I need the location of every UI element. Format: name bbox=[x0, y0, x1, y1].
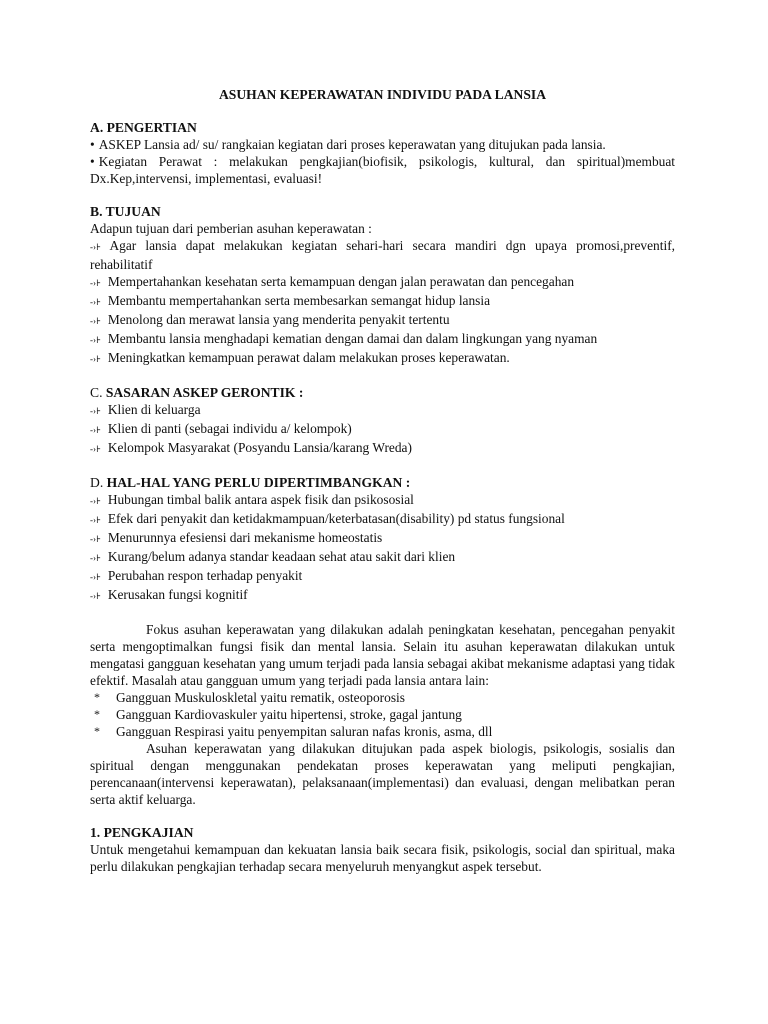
section-sasaran bbox=[90, 384, 675, 458]
bullet-icon: • bbox=[90, 154, 95, 169]
list-item: -›⊦ Agar lansia dapat melakukan kegiatan sehari-hari secara mandiri dgn upaya promosi,preventif, rehabilitatif bbox=[90, 238, 676, 272]
arrow-bullet-icon: -›⊦ bbox=[90, 354, 102, 364]
arrow-bullet-icon: -›⊦ bbox=[90, 242, 102, 252]
list-item: -›⊦ Klien di keluarga bbox=[90, 402, 201, 417]
star-bullet-icon: * bbox=[94, 690, 100, 704]
list-item: -›⊦ Menolong dan merawat lansia yang menderita penyakit tertentu bbox=[90, 312, 450, 327]
star-bullet-icon: * bbox=[94, 707, 100, 721]
body-paragraph: Untuk mengetahui kemampuan dan kekuatan lansia baik secara fisik, psikologis, social dan spiritual, maka perlu dilakukan pengkajian terhadap secara menyeluruh menyangkut aspek tersebut. bbox=[90, 842, 675, 874]
arrow-bullet-icon: -›⊦ bbox=[90, 406, 102, 416]
list-item: -›⊦ Membantu lansia menghadapi kematian dengan damai dan dalam lingkungan yang nyaman bbox=[90, 331, 598, 346]
body-paragraph: Fokus asuhan keperawatan yang dilakukan adalah peningkatan kesehatan, pencegahan penyakit serta mengoptimalkan fungsi fisik dan mental lansia. Selain itu asuhan keperawatan dilakukan untuk mengatasi gangguan kesehatan yang umum terjadi pada lansia sebagai akibat mekanisme adaptasi yang tidak efektif. Masalah atau gangguan umum yang terjadi pada lansia antara lain: bbox=[90, 622, 675, 688]
section-fokus bbox=[90, 621, 675, 808]
arrow-bullet-icon: -›⊦ bbox=[90, 444, 102, 454]
section-heading: A. PENGERTIAN bbox=[90, 120, 197, 135]
list-item: -›⊦ Perubahan respon terhadap penyakit bbox=[90, 568, 303, 583]
list-item: -›⊦ Meningkatkan kemampuan perawat dalam melakukan proses keperawatan. bbox=[90, 350, 510, 365]
arrow-bullet-icon: -›⊦ bbox=[90, 515, 102, 525]
list-item: * Gangguan Kardiovaskuler yaitu hipertensi, stroke, gagal jantung bbox=[90, 706, 675, 723]
arrow-bullet-icon: -›⊦ bbox=[90, 534, 102, 544]
list-item: -›⊦ Kelompok Masyarakat (Posyandu Lansia/karang Wreda) bbox=[90, 440, 412, 455]
list-item: * Gangguan Muskuloskletal yaitu rematik, osteoporosis bbox=[90, 689, 675, 706]
list-item: -›⊦ Efek dari penyakit dan ketidakmampuan/keterbatasan(disability) pd status fungsional bbox=[90, 511, 565, 526]
list-item: -›⊦ Membantu mempertahankan serta membesarkan semangat hidup lansia bbox=[90, 293, 491, 308]
section-heading: 1. PENGKAJIAN bbox=[90, 825, 194, 840]
arrow-bullet-icon: -›⊦ bbox=[90, 572, 102, 582]
arrow-bullet-icon: -›⊦ bbox=[90, 496, 102, 506]
section-intro: Adapun tujuan dari pemberian asuhan keperawatan : bbox=[90, 221, 372, 236]
arrow-bullet-icon: -›⊦ bbox=[90, 297, 102, 307]
section-pengkajian bbox=[90, 824, 675, 875]
document-title: ASUHAN KEPERAWATAN INDIVIDU PADA LANSIA bbox=[218, 87, 547, 102]
arrow-bullet-icon: -›⊦ bbox=[90, 425, 102, 435]
list-item: -›⊦ Hubungan timbal balik antara aspek fisik dan psikososial bbox=[90, 492, 414, 507]
document-page bbox=[90, 86, 675, 891]
body-paragraph: Asuhan keperawatan yang dilakukan ditujukan pada aspek biologis, psikologis, sosialis dan spiritual dengan menggunakan pendekatan proses keperawatan yang meliputi pengkajian, perencanaan(intervensi keperawatan), pelaksanaan(implementasi) dan evaluasi, dengan melibatkan peran serta aktif keluarga. bbox=[90, 741, 675, 807]
section-heading: D. HAL-HAL YANG PERLU DIPERTIMBANGKAN : bbox=[90, 475, 411, 490]
list-item: -›⊦ Mempertahankan kesehatan serta kemampuan dengan jalan perawatan dan pencegahan bbox=[90, 274, 575, 289]
bullet-icon: • bbox=[90, 137, 95, 152]
arrow-bullet-icon: -›⊦ bbox=[90, 278, 102, 288]
list-item: • Kegiatan Perawat : melakukan pengkajian(biofisik, psikologis, kultural, dan spiritual)membuat Dx.Kep,intervensi, implementasi, evaluasi! bbox=[90, 154, 675, 186]
arrow-bullet-icon: -›⊦ bbox=[90, 316, 102, 326]
arrow-bullet-icon: -›⊦ bbox=[90, 591, 102, 601]
list-item: -›⊦ Klien di panti (sebagai individu a/ kelompok) bbox=[90, 421, 352, 436]
section-hal-hal bbox=[90, 474, 675, 605]
section-heading: B. TUJUAN bbox=[90, 204, 161, 219]
arrow-bullet-icon: -›⊦ bbox=[90, 553, 102, 563]
section-tujuan bbox=[90, 203, 675, 368]
section-heading: C. SASARAN ASKEP GERONTIK : bbox=[90, 385, 304, 400]
list-item: • ASKEP Lansia ad/ su/ rangkaian kegiatan dari proses keperawatan yang ditujukan pada lansia. bbox=[90, 137, 606, 152]
list-item: -›⊦ Menurunnya efesiensi dari mekanisme homeostatis bbox=[90, 530, 383, 545]
star-bullet-icon: * bbox=[94, 724, 100, 738]
section-pengertian bbox=[90, 119, 675, 187]
list-item: -›⊦ Kerusakan fungsi kognitif bbox=[90, 587, 248, 602]
list-item: * Gangguan Respirasi yaitu penyempitan saluran nafas kronis, asma, dll bbox=[90, 723, 675, 740]
arrow-bullet-icon: -›⊦ bbox=[90, 335, 102, 345]
list-item: -›⊦ Kurang/belum adanya standar keadaan sehat atau sakit dari klien bbox=[90, 549, 456, 564]
